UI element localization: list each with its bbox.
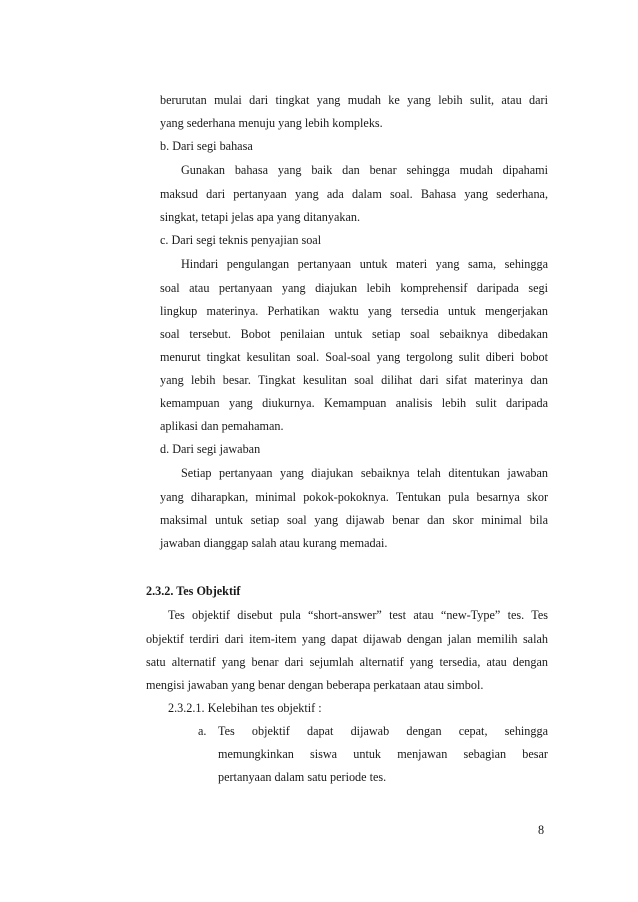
list-item-line: memungkinkan siswa untuk menjawan sebagian besar xyxy=(218,747,548,761)
paragraph-line: satu alternatif yang benar dari sejumlah alternatif yang tersedia, atau dengan xyxy=(146,655,548,669)
paragraph-line: Gunakan bahasa yang baik dan benar sehingga mudah dipahami xyxy=(181,163,548,177)
list-item-line: Tes objektif dapat dijawab dengan cepat, sehingga xyxy=(218,724,548,738)
paragraph-line: berurutan mulai dari tingkat yang mudah ke yang lebih sulit, atau dari xyxy=(160,93,548,107)
paragraph-line: kemampuan yang diukurnya. Kemampuan analisis lebih sulit daripada xyxy=(160,396,548,410)
section-heading: 2.3.2. Tes Objektif xyxy=(146,584,241,598)
paragraph-line: Tes objektif disebut pula “short-answer” test atau “new-Type” tes. Tes xyxy=(168,608,548,622)
list-item-line: pertanyaan dalam satu periode tes. xyxy=(218,770,387,784)
paragraph-line: menurut tingkat kesulitan soal. Soal-soal yang tergolong sulit diberi bobot xyxy=(160,350,548,364)
paragraph-line: yang sederhana menuju yang lebih kompleks. xyxy=(160,116,383,130)
paragraph-line: jawaban dianggap salah atau kurang memadai. xyxy=(160,536,388,550)
paragraph-line: soal atau pertanyaan yang diajukan lebih komprehensif daripada segi xyxy=(160,281,548,295)
paragraph-line: maksud dari pertanyaan yang ada dalam soal. Bahasa yang sederhana, xyxy=(160,187,548,201)
paragraph-line: singkat, tetapi jelas apa yang ditanyakan. xyxy=(160,210,361,224)
paragraph-line: objektif terdiri dari item-item yang dapat dijawab dengan jalan memilih salah xyxy=(146,632,548,646)
list-marker: a. xyxy=(198,724,207,738)
paragraph-line: Setiap pertanyaan yang diajukan sebaiknya telah ditentukan jawaban xyxy=(181,466,548,480)
paragraph-line: yang diharapkan, minimal pokok-pokoknya. Tentukan pula besarnya skor xyxy=(160,490,548,504)
paragraph-line: mengisi jawaban yang benar dengan beberapa perkataan atau simbol. xyxy=(146,678,484,692)
paragraph-line: aplikasi dan pemahaman. xyxy=(160,419,284,433)
page-number: 8 xyxy=(538,823,545,837)
list-item-heading: b. Dari segi bahasa xyxy=(160,139,253,153)
paragraph-line: Hindari pengulangan pertanyaan untuk materi yang sama, sehingga xyxy=(181,257,548,271)
subsection-heading: 2.3.2.1. Kelebihan tes objektif : xyxy=(168,701,322,715)
paragraph-line: maksimal untuk setiap soal yang dijawab benar dan skor minimal bila xyxy=(160,513,548,527)
list-item-heading: c. Dari segi teknis penyajian soal xyxy=(160,233,322,247)
paragraph-line: lingkup materinya. Perhatikan waktu yang tersedia untuk mengerjakan xyxy=(160,304,548,318)
paragraph-line: soal tersebut. Bobot penilaian untuk setiap soal sebaiknya dibedakan xyxy=(160,327,548,341)
paragraph-line: yang lebih besar. Tingkat kesulitan soal dilihat dari sifat materinya dan xyxy=(160,373,548,387)
list-item-heading: d. Dari segi jawaban xyxy=(160,442,261,456)
